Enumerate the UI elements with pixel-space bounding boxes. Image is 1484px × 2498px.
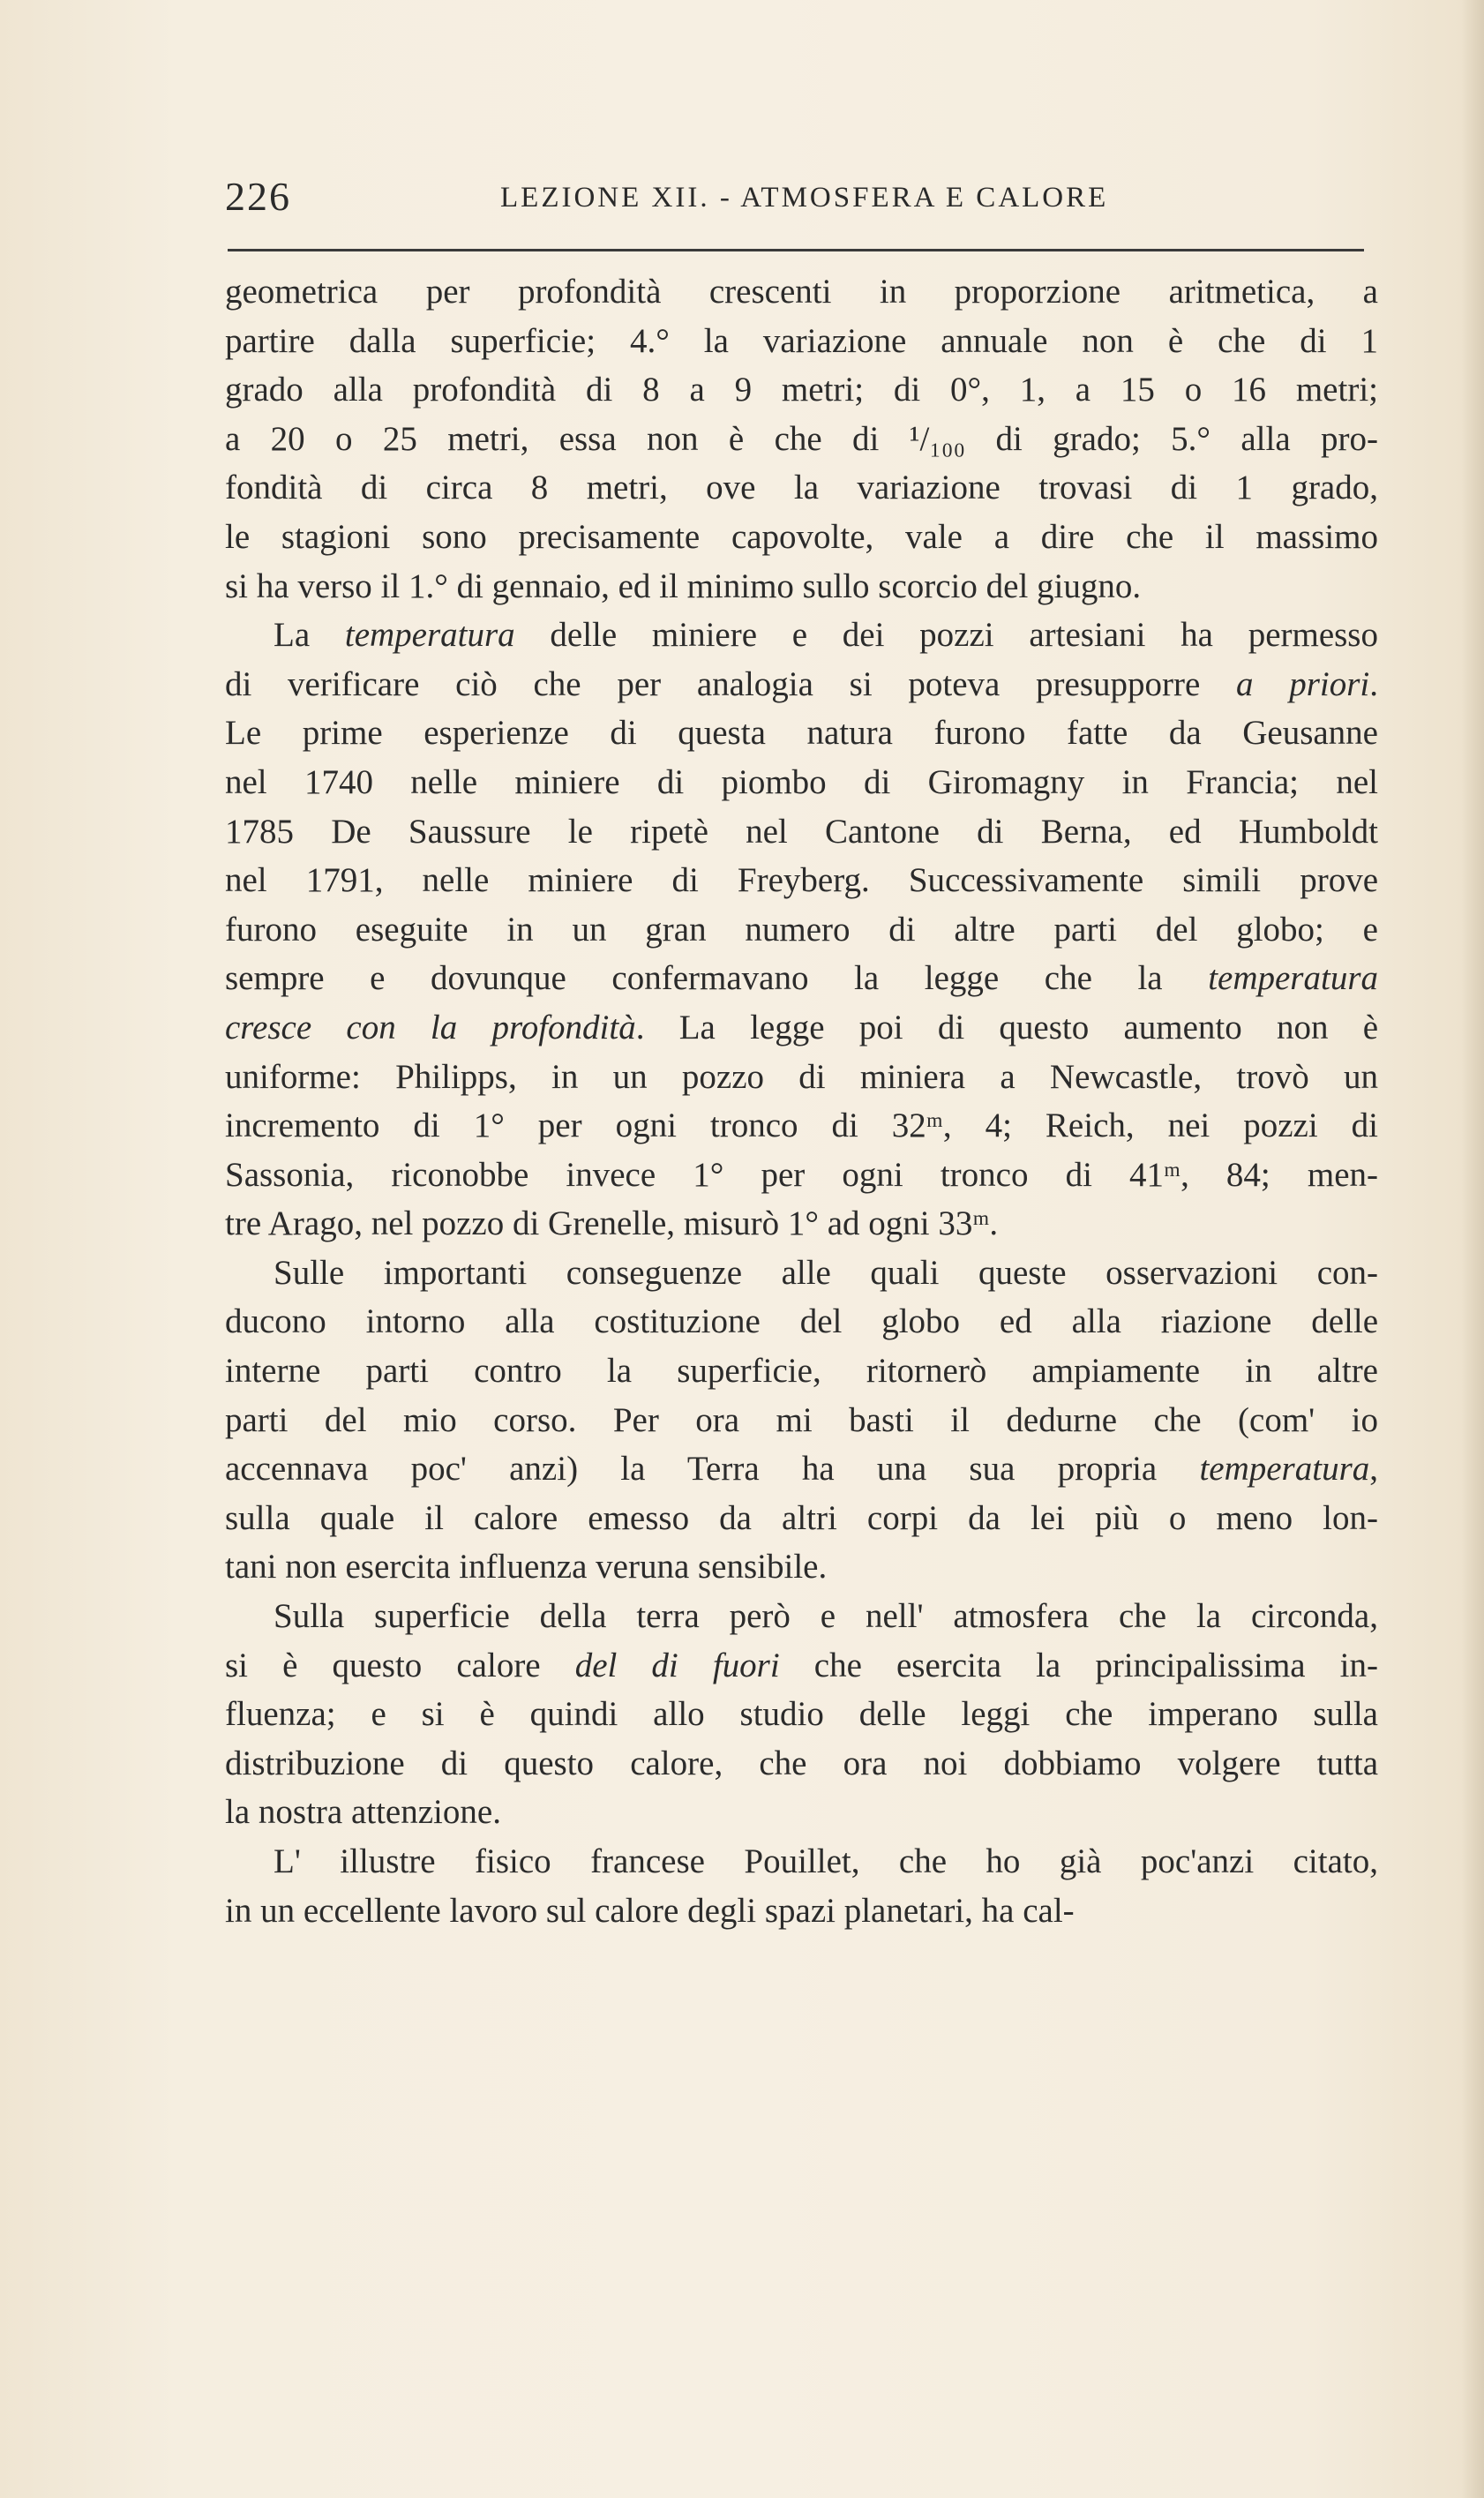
- text-line: furono eseguite in un gran numero di altre parti del globo; e: [225, 910, 1378, 949]
- text-line: La temperatura delle miniere e dei pozzi artesiani ha permesso: [274, 616, 1378, 655]
- text-line: tre Arago, nel pozzo di Grenelle, misurò 1° ad ogni 33ᵐ.: [225, 1204, 999, 1243]
- text-line: uniforme: Philipps, in un pozzo di miniera a Newcastle, trovò un: [225, 1057, 1378, 1096]
- page-header: [225, 173, 1368, 235]
- text-line: Sulle importanti conseguenze alle quali queste osservazioni con-: [274, 1253, 1378, 1292]
- body-text: [225, 267, 1378, 1935]
- text-line: 1785 De Saussure le ripetè nel Cantone di Berna, ed Humboldt: [225, 812, 1378, 851]
- text-line: partire dalla superficie; 4.° la variazione annuale non è che di 1: [225, 321, 1378, 360]
- header-rule: [228, 249, 1364, 251]
- text-line: incremento di 1° per ogni tronco di 32ᵐ, 4; Reich, nei pozzi di: [225, 1106, 1378, 1145]
- page-edge-shadow: [1461, 0, 1484, 2498]
- running-head: LEZIONE XII. - ATMOSFERA E CALORE: [500, 182, 1109, 214]
- paragraph-p1: [225, 267, 1378, 611]
- text-line: L' illustre fisico francese Pouillet, che ho già poc'anzi citato,: [274, 1842, 1378, 1880]
- text-line: Sulla superficie della terra però e nell' atmosfera che la circonda,: [274, 1597, 1378, 1636]
- text-line: le stagioni sono precisamente capovolte, vale a dire che il massimo: [225, 517, 1378, 556]
- paragraph-p4: [225, 1592, 1378, 1837]
- text-line: sulla quale il calore emesso da altri corpi da lei più o meno lon-: [225, 1498, 1378, 1537]
- paragraph-p5: [225, 1837, 1378, 1935]
- text-line: in un eccellente lavoro sul calore degli spazi planetari, ha cal-: [225, 1891, 1075, 1930]
- text-line: geometrica per profondità crescenti in proporzione aritmetica, a: [225, 273, 1378, 311]
- text-line: fondità di circa 8 metri, ove la variazione trovasi di 1 grado,: [225, 469, 1378, 507]
- text-line: parti del mio corso. Per ora mi basti il dedurne che (com' io: [225, 1400, 1378, 1439]
- text-line: cresce con la profondità. La legge poi di questo aumento non è: [225, 1008, 1379, 1046]
- text-line: si è questo calore del di fuori che esercita la principalissima in-: [225, 1646, 1378, 1684]
- text-line: Le prime esperienze di questa natura furono fatte da Geusanne: [225, 714, 1378, 753]
- text-line: Sassonia, riconobbe invece 1° per ogni tronco di 41ᵐ, 84; men-: [225, 1155, 1378, 1194]
- text-line: di verificare ciò che per analogia si poteva presupporre a priori.: [225, 664, 1378, 703]
- text-line: accennava poc' anzi) la Terra ha una sua propria temperatura,: [225, 1450, 1378, 1489]
- text-line: grado alla profondità di 8 a 9 metri; di 0°, 1, a 15 o 16 metri;: [225, 371, 1378, 409]
- paragraph-p3: [225, 1249, 1378, 1592]
- text-line: interne parti contro la superficie, ritornerò ampiamente in altre: [225, 1352, 1378, 1391]
- paragraph-p2: [225, 611, 1378, 1249]
- text-line: ducono intorno alla costituzione del globo ed alla riazione delle: [225, 1302, 1378, 1341]
- text-line: a 20 o 25 metri, essa non è che di ¹/₁₀₀ di grado; 5.° alla pro-: [225, 419, 1378, 458]
- text-line: distribuzione di questo calore, che ora noi dobbiamo volgere tutta: [225, 1744, 1378, 1782]
- text-line: si ha verso il 1.° di gennaio, ed il minimo sullo scorcio del giugno.: [225, 566, 1142, 605]
- text-line: la nostra attenzione.: [225, 1793, 501, 1832]
- text-line: fluenza; e si è quindi allo studio delle leggi che imperano sulla: [225, 1695, 1378, 1734]
- text-line: nel 1740 nelle miniere di piombo di Giromagny in Francia; nel: [225, 762, 1378, 801]
- text-line: tani non esercita influenza veruna sensibile.: [225, 1548, 828, 1587]
- page-number: 226: [225, 174, 291, 219]
- text-line: nel 1791, nelle miniere di Freyberg. Successivamente simili prove: [225, 861, 1378, 900]
- text-line: sempre e dovunque confermavano la legge che la temperatura: [225, 959, 1378, 998]
